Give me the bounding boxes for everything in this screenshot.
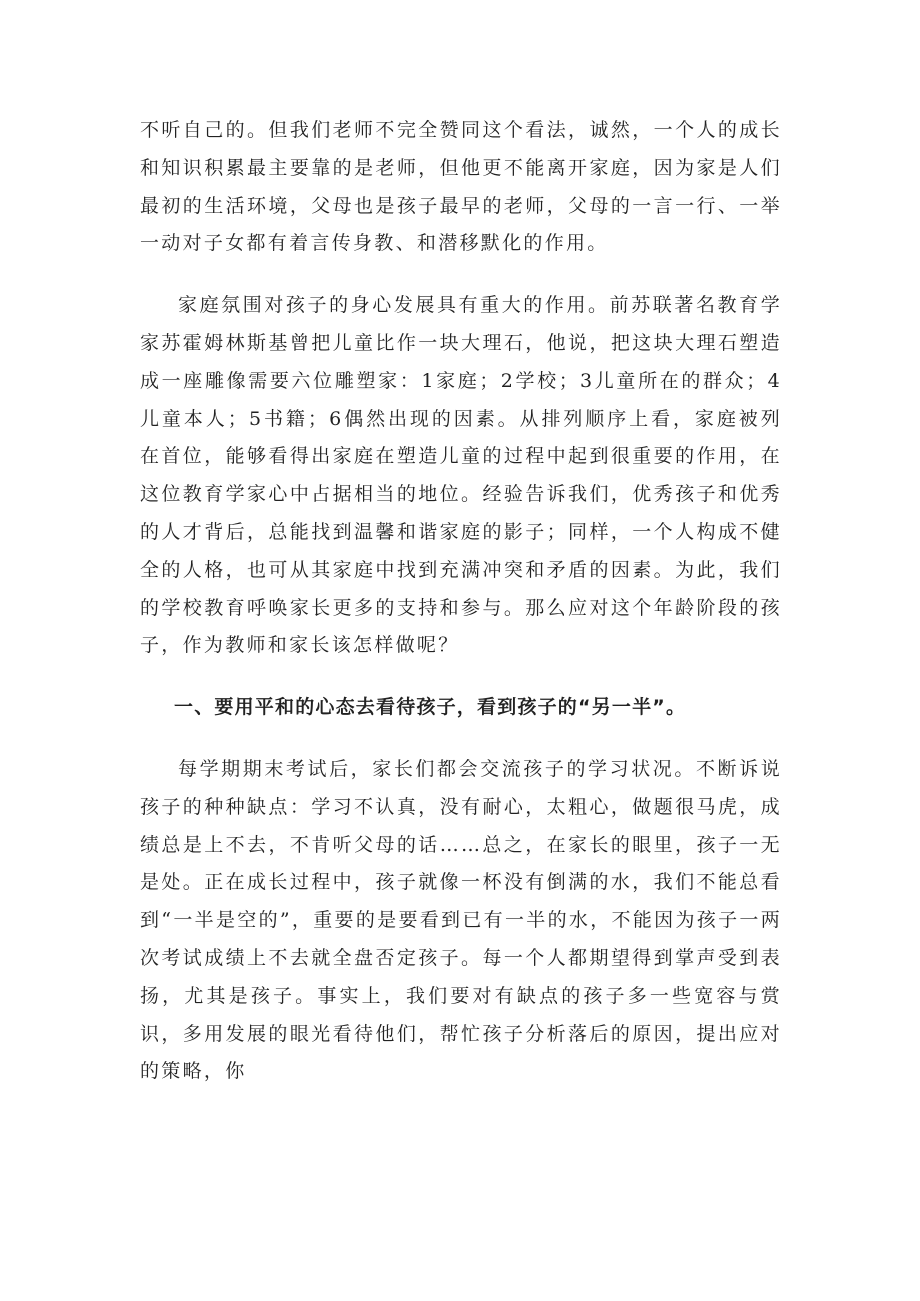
body-paragraph-3: 每学期期末考试后，家长们都会交流孩子的学习状况。不断诉说孩子的种种缺点：学习不认真，没有耐心，太粗心，做题很马虎，成绩总是上不去，不肯听父母的话……总之，在家长的眼里，孩子一无是处。正在成长过程中，孩子就像一杯没有倒满的水，我们不能总看到“一半是空的”，重要的是要看到已有一半的水，不能因为孩子一两次考试成绩上不去就全盘否定孩子。每一个人都期望得到掌声受到表扬，尤其是孩子。事实上，我们要对有缺点的孩子多一些宽容与赏识，多用发展的眼光看待他们，帮忙孩子分析落后的原因，提出应对的策略，你: [140, 757, 782, 1083]
body-paragraph-1: 不听自己的。但我们老师不完全赞同这个看法，诚然，一个人的成长和知识积累最主要靠的是老师，但他更不能离开家庭，因为家是人们最初的生活环境，父母也是孩子最早的老师，父母的一言一行、一举一动对子女都有着言传身教、和潜移默化的作用。: [140, 119, 782, 255]
body-paragraph-2: 家庭氛围对孩子的身心发展具有重大的作用。前苏联著名教育学家苏霍姆林斯基曾把儿童比作一块大理石，他说，把这块大理石塑造成一座雕像需要六位雕塑家：1家庭；2学校；3儿童所在的群众；4儿童本人；5书籍；6偶然出现的因素。从排列顺序上看，家庭被列在首位，能够看得出家庭在塑造儿童的过程中起到很重要的作用，在这位教育学家心中占据相当的地位。经验告诉我们，优秀孩子和优秀的人才背后，总能找到温馨和谐家庭的影子；同样，一个人构成不健全的人格，也可从其家庭中找到充满冲突和矛盾的因素。为此，我们的学校教育呼唤家长更多的支持和参与。那么应对这个年龄阶段的孩子，作为教师和家长该怎样做呢？: [140, 294, 782, 657]
section-heading: 一、要用平和的心态去看待孩子，看到孩子的“另一半”。: [174, 696, 687, 719]
